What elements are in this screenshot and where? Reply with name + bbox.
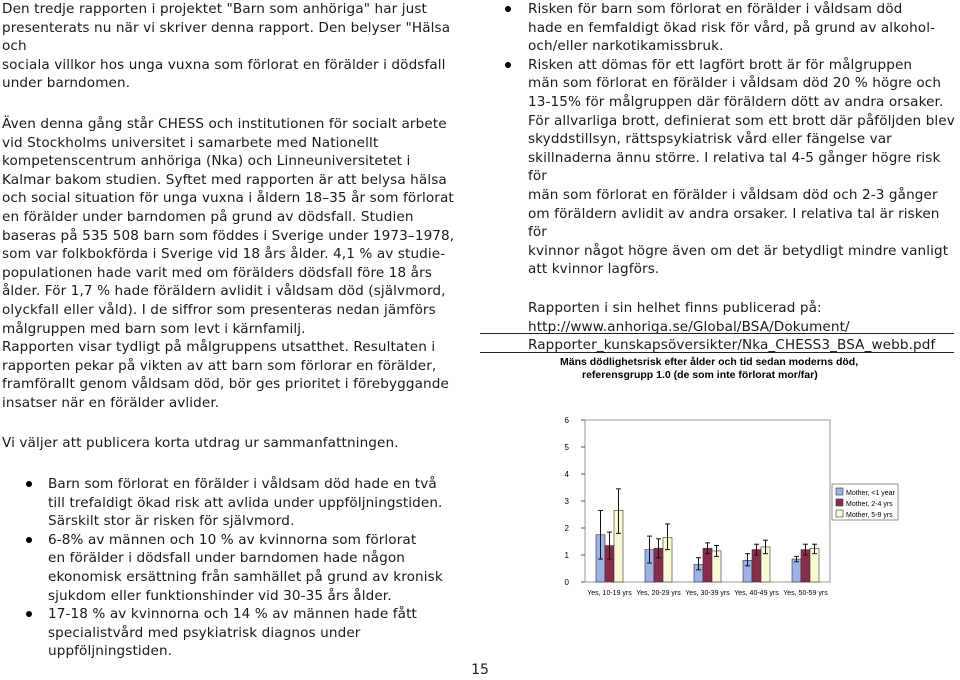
spacer <box>500 279 960 299</box>
text-line: en förälder i dödsfall under barndomen hade någon <box>48 550 405 567</box>
legend-label: Mother, <1 year <box>846 490 895 497</box>
text-line: kompetenscentrum anhöriga (Nka) och Linneuniversitetet i <box>2 153 411 170</box>
text-line: män som förlorat en förälder i våldsam död och 2-3 gånger <box>528 186 938 203</box>
left-column <box>2 0 460 661</box>
x-tick-label: Yes, 40-49 yrs <box>734 590 779 597</box>
y-tick-label: 0 <box>564 578 569 587</box>
text-line: och/eller narkotikamissbruk. <box>528 38 724 55</box>
text-line: populationen hade varit med om förälders dödsfall före 18 års <box>2 264 432 281</box>
chart-title <box>560 356 860 382</box>
underline-rule <box>480 352 954 353</box>
y-tick-label: 5 <box>564 443 569 452</box>
list-item <box>2 475 460 531</box>
page-number: 15 <box>471 662 489 678</box>
text-line: ekonomisk ersättning från samhället på grund av kronisk <box>48 569 443 586</box>
mortality-risk-chart <box>540 400 900 610</box>
spacer <box>2 453 460 475</box>
text-line: som var folkbokförda i Sverige vid 18 års ålder. 4,1 % av studie- <box>2 246 446 263</box>
x-tick-label: Yes, 20-29 yrs <box>636 590 681 597</box>
y-tick-label: 4 <box>564 470 569 479</box>
legend-swatch <box>836 499 843 506</box>
text-line: insatser när en förälder avlider. <box>2 394 220 411</box>
list-item <box>2 531 460 605</box>
text-line: olyckfall eller våld). I de siffror som presenteras nedan jämförs <box>2 301 436 318</box>
study-paragraph <box>2 115 460 413</box>
text-line: Den tredje rapporten i projektet "Barn som anhöriga" har just <box>2 1 427 17</box>
report-availability: Rapporten i sin helhet finns publicerad på: <box>528 299 822 316</box>
text-line: sociala villkor hos unga vuxna som förlorat en förälder i dödsfall <box>2 56 446 73</box>
list-item <box>2 605 460 661</box>
y-tick-label: 6 <box>564 416 569 425</box>
summary-bullets <box>2 475 460 661</box>
x-tick-label: Yes, 30-39 yrs <box>685 590 730 597</box>
text-line: Risken för barn som förlorat en förälder i våldsam död <box>528 1 903 17</box>
legend-label: Mother, 5-9 yrs <box>846 512 893 519</box>
text-line: specialistvård med psykiatrisk diagnos under <box>48 624 361 641</box>
x-tick-label: Yes, 10-19 yrs <box>587 590 632 597</box>
spacer <box>2 93 460 111</box>
spacer <box>2 412 460 434</box>
text-line: kvinnor något högre även om det är betydligt mindre vanligt <box>528 242 949 259</box>
x-tick-label: Yes, 50-59 yrs <box>783 590 828 597</box>
bar <box>792 559 801 582</box>
underline-rule <box>480 333 954 334</box>
text-line: Även denna gång står CHESS och institutionen för socialt arbete <box>2 115 447 132</box>
text-line: målgruppen med barn som levt i kärnfamilj. <box>2 320 306 337</box>
legend-swatch <box>836 488 843 495</box>
report-link-line-2[interactable] <box>528 336 960 355</box>
text-line: 17-18 % av kvinnorna och 14 % av männen hade fått <box>48 606 417 623</box>
text-line: att kvinnor lagförs. <box>528 261 660 278</box>
link-text[interactable]: http://www.anhoriga.se/Global/BSA/Dokument/ <box>528 318 850 335</box>
chart-title-line: referensgrupp 1.0 (de som inte förlorat mor/far) <box>582 369 818 381</box>
text-line: Barn som förlorat en förälder i våldsam död hade en två <box>48 476 437 493</box>
text-line: under barndomen. <box>2 75 131 92</box>
y-tick-label: 2 <box>564 524 569 533</box>
text-line: ålder. För 1,7 % hade föräldern avlidit i våldsam död (självmord, <box>2 283 446 300</box>
text-line: presenterats nu när vi skriver denna rapport. Den belyser "Hälsa och <box>2 19 451 55</box>
text-line: om föräldern avlidit av andra orsaker. I relativa tal är risken för <box>528 205 940 241</box>
text-line: och social situation för unga vuxna i åldern 18–35 år som förlorat <box>2 190 454 207</box>
text-line: Särskilt stor är risken för självmord. <box>48 513 295 530</box>
report-link-line-1[interactable] <box>528 318 960 337</box>
legend-label: Mother, 2-4 yrs <box>846 501 893 508</box>
list-item <box>500 56 960 279</box>
text-line: Kalmar bakom studien. Syftet med rapporten är att belysa hälsa <box>2 171 447 188</box>
y-tick-label: 3 <box>564 497 569 506</box>
list-item <box>500 0 960 56</box>
text-line: hade en femfaldigt ökad risk för vård, på grund av alkohol- <box>528 19 936 36</box>
text-line: skillnaderna ännu större. I relativa tal 4-5 gånger högre risk för <box>528 149 941 185</box>
text-line: en förälder under barndomen på grund av dödsfall. Studien <box>2 208 414 225</box>
chart-title-line: Mäns dödlighetsrisk efter ålder och tid sedan moderns död, <box>560 356 859 368</box>
text-line: För allvarliga brott, definierat som ett brott där påföljden blev <box>528 112 955 129</box>
right-column <box>500 0 960 355</box>
text-line: skyddstillsyn, rättspsykiatrisk vård eller fängelse var <box>528 131 892 148</box>
text-line: Risken att dömas för ett lagfört brott är för målgruppen <box>528 56 913 73</box>
link-text[interactable]: Rapporter_kunskapsöversikter/Nka_CHESS3_BSA_webb.pdf <box>528 337 936 354</box>
text-line: till trefaldigt ökad risk att avlida under uppföljningstiden. <box>48 494 443 511</box>
text-line: Rapporten visar tydligt på målgruppens utsatthet. Resultaten i <box>2 339 436 356</box>
text-line: vid Stockholms universitet i samarbete med Nationellt <box>2 134 379 151</box>
findings-bullets <box>500 0 960 279</box>
text-line: baseras på 535 508 barn som föddes i Sverige under 1973–1978, <box>2 227 455 244</box>
text-line: 13-15% för målgruppen där föräldern dött av andra orsaker. <box>528 93 944 110</box>
summary-intro: Vi väljer att publicera korta utdrag ur sammanfattningen. <box>2 435 399 452</box>
text-line: framförallt genom våldsam död, bör ges prioritet i förebyggande <box>2 376 449 393</box>
text-line: rapporten pekar på vikten av att barn som förlorar en förälder, <box>2 357 437 374</box>
y-tick-label: 1 <box>564 551 569 560</box>
text-line: sjukdom eller funktionshinder vid 30-35 års ålder. <box>48 587 392 604</box>
text-line: 6-8% av männen och 10 % av kvinnorna som förlorat <box>48 531 417 548</box>
text-line: uppföljningstiden. <box>48 643 173 660</box>
text-line: män som förlorat en förälder i våldsam död 20 % högre och <box>528 75 942 92</box>
intro-paragraph <box>2 0 460 93</box>
legend-swatch <box>836 510 843 517</box>
